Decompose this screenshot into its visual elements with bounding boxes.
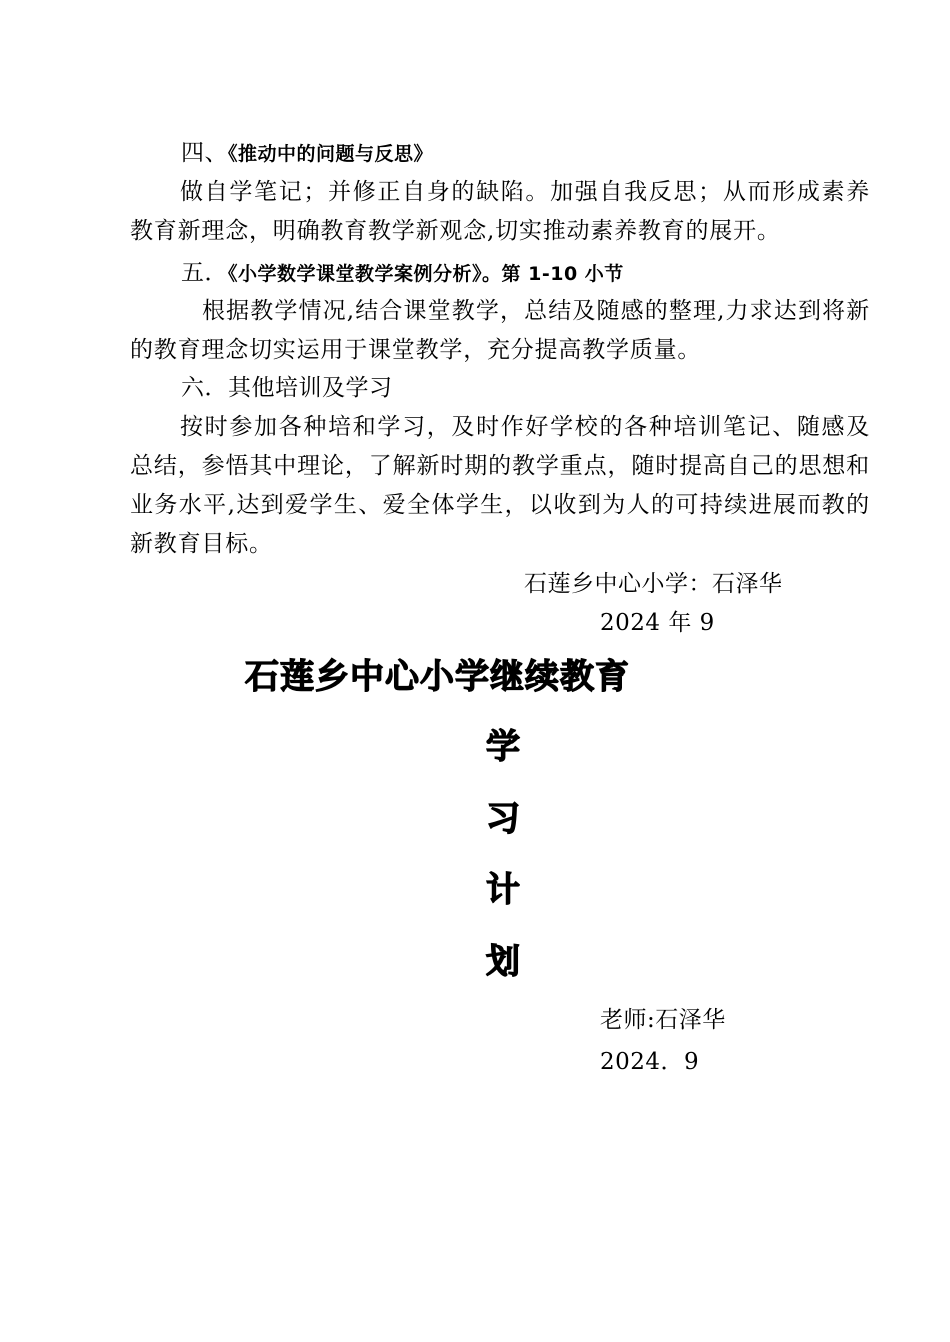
cover-vertical-char-1: 学 bbox=[486, 727, 520, 767]
cover-vertical-char-2: 习 bbox=[486, 799, 520, 839]
section-4-body: 做自学笔记；并修正自身的缺陷。加强自我反思；从而形成素养教育新理念，明确教育教学新观念,切实推动素养教育的展开。 bbox=[130, 179, 870, 244]
section-4-heading bbox=[181, 137, 433, 170]
section-6-heading: 六．其他培训及学习 bbox=[181, 375, 393, 401]
signature-date: 2024 年 9 bbox=[600, 610, 715, 636]
signature-author: 石莲乡中心小学：石泽华 bbox=[524, 571, 783, 597]
section-5-heading bbox=[181, 257, 624, 290]
section-6-body: 按时参加各种培和学习，及时作好学校的各种培训笔记、随感及总结，参悟其中理论，了解新时期的教学重点，随时提高自己的思想和业务水平,达到爱学生、爱全体学生，以收到为人的可持续进展而教的新教育目标。 bbox=[130, 414, 870, 557]
section-5-body: 根据教学情况,结合课堂教学，总结及随感的整理,力求达到将新的教育理念切实运用于课堂教学，充分提高教学质量。 bbox=[130, 298, 870, 363]
cover-teacher: 老师:石泽华 bbox=[600, 1007, 726, 1033]
section-5-number: 五． bbox=[181, 260, 228, 286]
cover-date: 2024．9 bbox=[600, 1049, 700, 1075]
section-4-number: 四、 bbox=[181, 140, 228, 166]
cover-title: 石莲乡中心小学继续教育 bbox=[245, 657, 630, 697]
cover-vertical-char-3: 计 bbox=[486, 870, 520, 910]
cover-vertical-char-4: 划 bbox=[486, 942, 520, 982]
section-5-title: 《小学数学课堂教学案例分析》。第 1-10 小节 bbox=[228, 263, 624, 285]
section-4-title: 《推动中的问题与反思》 bbox=[228, 143, 434, 165]
